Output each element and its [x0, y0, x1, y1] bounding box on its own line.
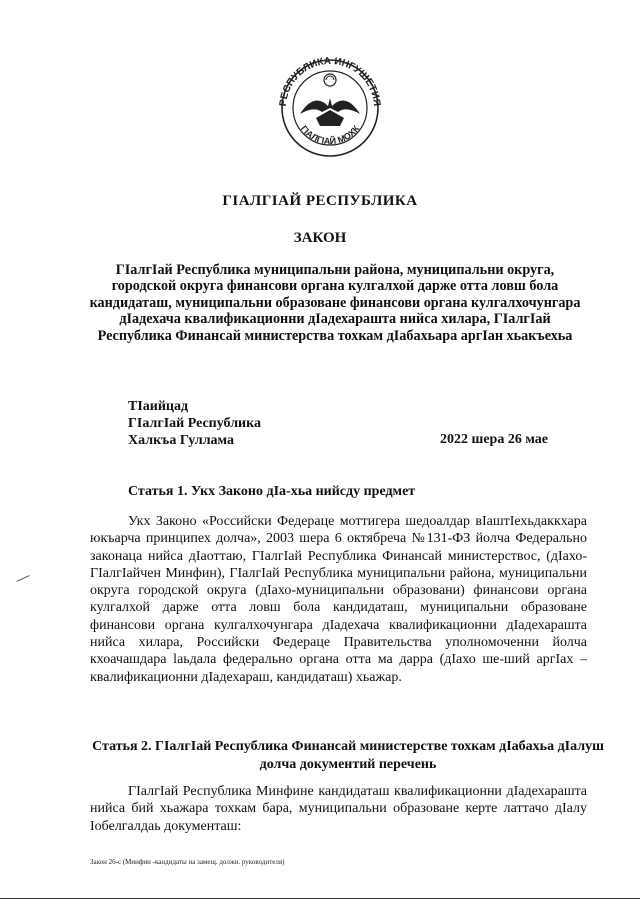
article-1-heading: Статья 1. Укх Законо дIа-хьа нийсду предмет [128, 484, 416, 499]
article-1-text: Укх Законо «Российски Федераце моттигера шедоалдар вIаштIехьдаккхара юкъарча принципех долча», 2003 шера 6 октябреча №131-ФЗ йолча Федерально законаца нийса дIаоттаю, ГIалгIай Республика Финансай министерствос, (дIахо-ГIалгIайчен Минфин), ГIалгIай Республика муниципальни района, муниципальни округа городской округа (дIахо-муниципальни образовани) финансови органа кулгалхой дарже отта ловш бола кандидаташ, муниципальни образоване финансови органа кулгалхочунгара дIадехача квалификационни дIадехараштa нийса хилара, Российски Федераце Правительства уполномоченни йолча кхоачашдара lаьдала федерально органа отта ма дарра (дIахо ше-ший аргIах – квалификационни дIадехараш, кандидаташ) хьажар. [90, 514, 587, 685]
emblem-graphic [270, 52, 390, 158]
article-2-text: ГIалгIай Республика Минфине кандидаташ квалификационни дIадехараштa нийса бий хьажара тохкам бара, муниципальни образоване керте латтачо дIалу Iобелгалдаь документаш: [90, 784, 587, 834]
bottom-rule [0, 898, 640, 899]
republic-emblem [270, 52, 390, 158]
law-title: ГIалгIай Республика муниципальни района, муниципальни округа, городской округа финансови органа кулгалхой дарже отта ловш бола кандидаташ, муниципальни образоване финансови органа кулгалхочунгара дIадехача квалификационни дIадехараштa нийса хилара, ГIалгIай Республика Финансай министерства тохкам дIабахьара аргIан хьакъехьа [89, 262, 581, 344]
adoption-block [128, 398, 261, 449]
adoption-date: 2022 шера 26 мае [440, 432, 548, 447]
footer-note: Закон 26-с (Минфин -кандидаты на замещ. должн. руководителя) [90, 858, 285, 866]
adoption-line: Халкъа Гуллама [128, 433, 234, 448]
svg-text:ГIАЛГIАЙ МОХК: ГIАЛГIАЙ МОХК [298, 123, 362, 147]
margin-mark [16, 575, 29, 582]
svg-text:РЕСПУБЛИКА ИНГУШЕТИЯ: РЕСПУБЛИКА ИНГУШЕТИЯ [277, 55, 383, 107]
republic-title: ГIАЛГIАЙ РЕСПУБЛИКА [222, 193, 418, 209]
adoption-line: ГIалгIай Республика [128, 416, 261, 431]
adoption-line: ТIаийцад [128, 399, 189, 414]
document-type: ЗАКОН [293, 230, 347, 246]
article-2-heading: Статья 2. ГIалгIай Республика Финансай министерстве тохкам дIабахьа дIалуш долча документий перечень [92, 739, 604, 772]
